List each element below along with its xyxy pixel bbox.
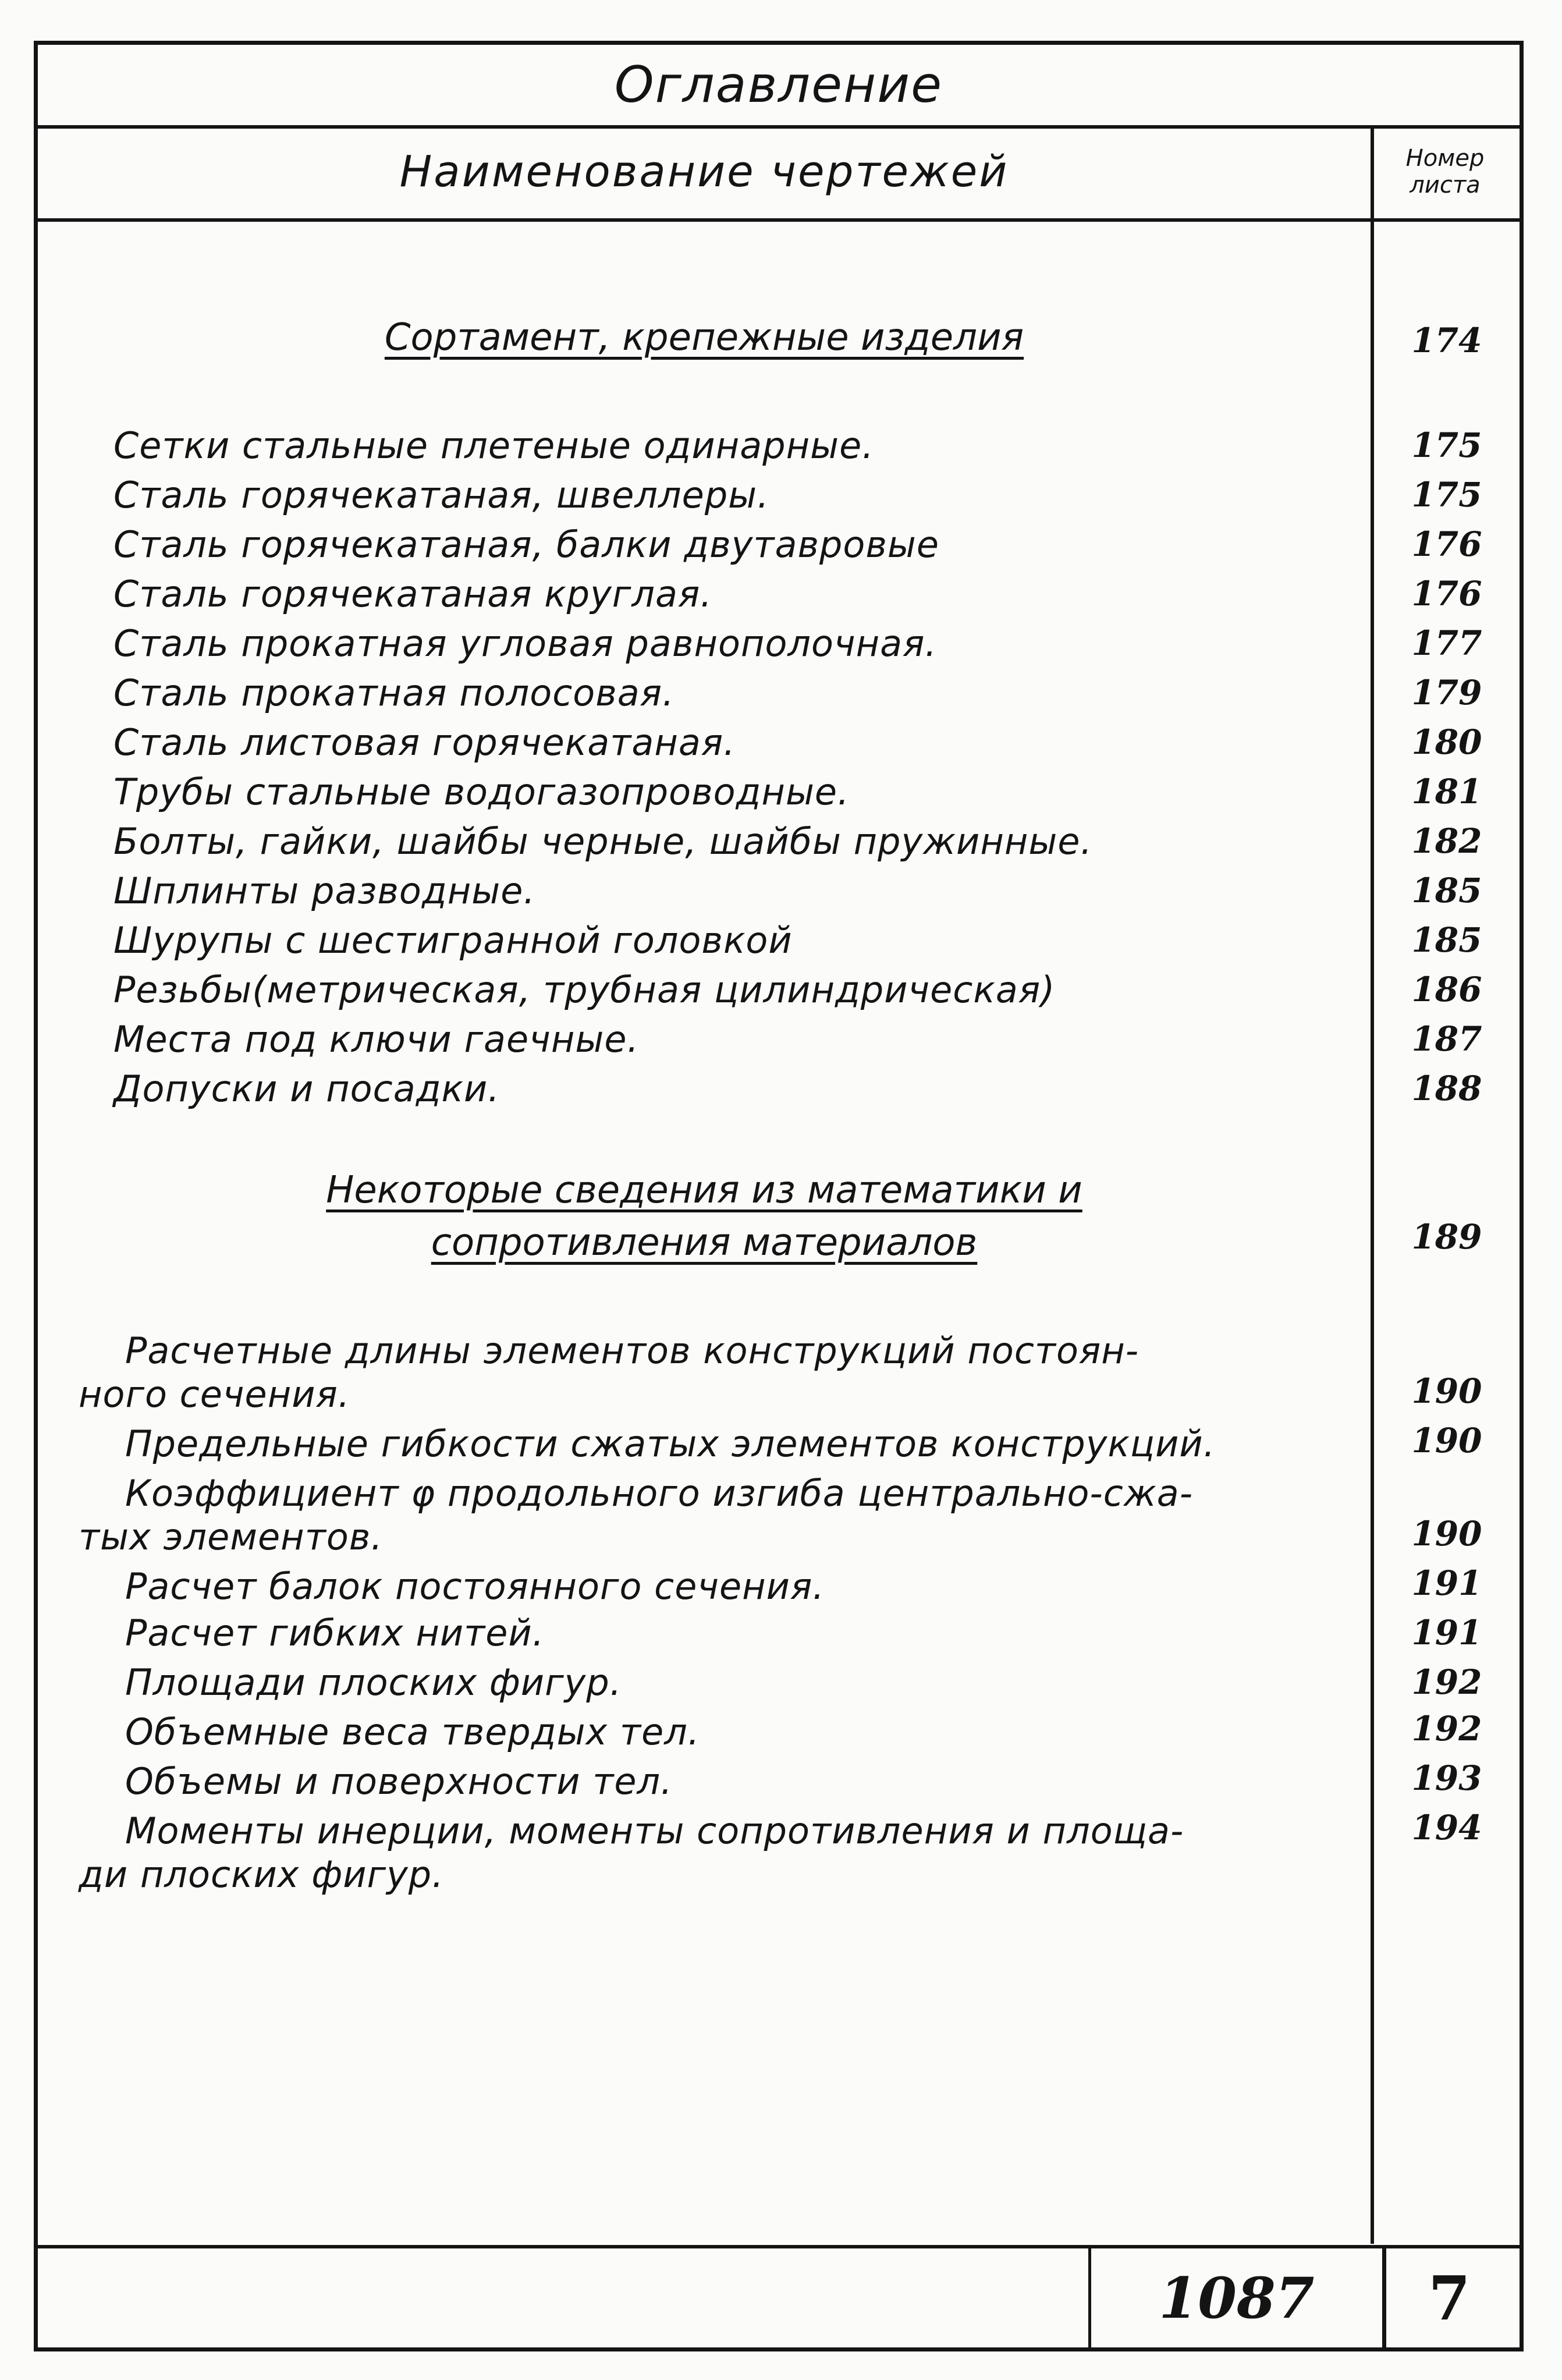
list-item: Сетки стальные плетеные одинарные. <box>113 424 874 467</box>
page-number: 189 <box>1411 1217 1482 1257</box>
list-item: Расчет балок постоянного сечения. <box>125 1565 825 1608</box>
list-item: Сталь горячекатаная круглая. <box>113 573 712 615</box>
list-item: Площади плоских фигур. <box>125 1661 622 1704</box>
page-number: 185 <box>1411 871 1482 910</box>
table-header <box>38 125 1520 222</box>
section-title-assortment: Сортамент, крепежные изделия <box>384 316 1024 359</box>
list-item: Допуски и посадки. <box>113 1067 500 1110</box>
list-item: Сталь прокатная угловая равнополочная. <box>113 622 938 665</box>
page-number: 182 <box>1411 821 1482 861</box>
page-number: 175 <box>1411 425 1482 465</box>
list-item: Сталь листовая горячекатаная. <box>113 721 736 764</box>
list-item: Моменты инерции, моменты сопротивления и площа- <box>125 1810 1184 1852</box>
list-item-continuation: ди плоских фигур. <box>79 1853 444 1896</box>
list-item: Резьбы(метрическая, трубная цилиндрическая) <box>113 969 1056 1011</box>
list-item: Шплинты разводные. <box>113 870 536 912</box>
page-title: Оглавление <box>614 56 943 114</box>
document-number: 1087 <box>1088 2248 1386 2347</box>
list-item: Сталь горячекатаная, балки двутавровые <box>113 523 939 566</box>
list-item: Предельные гибкости сжатых элементов конструкций. <box>125 1423 1216 1465</box>
page-number: 190 <box>1411 1514 1482 1553</box>
list-item: Трубы стальные водогазопроводные. <box>113 771 850 813</box>
page-number: 192 <box>1411 1662 1482 1702</box>
list-item: Места под ключи гаечные. <box>113 1018 640 1060</box>
page-number: 180 <box>1411 722 1482 762</box>
page-number: 181 <box>1411 772 1482 811</box>
list-item: Объемные веса твердых тел. <box>125 1711 700 1753</box>
header-name-column: Наименование чертежей <box>399 147 1009 197</box>
page-number: 187 <box>1411 1019 1482 1059</box>
page-number: 188 <box>1411 1069 1482 1108</box>
page-number: 176 <box>1411 574 1482 613</box>
list-item: Сталь горячекатаная, швеллеры. <box>113 474 769 516</box>
page-number: 191 <box>1411 1563 1482 1603</box>
page-number: 175 <box>1411 475 1482 515</box>
list-item: Объемы и поверхности тел. <box>125 1760 673 1803</box>
section-title-math-line2: сопротивления материалов <box>431 1221 978 1264</box>
page-number: 174 <box>1411 321 1482 360</box>
page-number: 190 <box>1411 1371 1482 1411</box>
list-item: Расчетные длины элементов конструкций постоян- <box>125 1329 1139 1372</box>
page-number: 192 <box>1411 1709 1482 1748</box>
list-item: Шурупы с шестигранной головкой <box>113 919 793 962</box>
header-sheet-number-column: Номер листа <box>1405 145 1485 198</box>
list-item: Болты, гайки, шайбы черные, шайбы пружинные. <box>113 820 1093 863</box>
page-number: 176 <box>1411 524 1482 564</box>
title-row <box>38 45 1520 129</box>
title-block <box>38 2245 1520 2347</box>
list-item-continuation: ного сечения. <box>79 1373 350 1416</box>
sheet-number: 7 <box>1428 2262 1471 2334</box>
list-item-continuation: тых элементов. <box>79 1516 384 1558</box>
page-number: 185 <box>1411 920 1482 960</box>
list-item: Сталь прокатная полосовая. <box>113 672 674 714</box>
page-number: 191 <box>1411 1613 1482 1652</box>
page-number: 193 <box>1411 1758 1482 1798</box>
page-number: 177 <box>1411 623 1482 663</box>
drawing-sheet <box>34 41 1524 2351</box>
page-number: 179 <box>1411 673 1482 712</box>
list-item: Расчет гибких нитей. <box>125 1612 545 1654</box>
page-number: 186 <box>1411 970 1482 1009</box>
page-number: 194 <box>1411 1808 1482 1847</box>
list-item: Коэффициент φ продольного изгиба центрально-сжа- <box>125 1472 1194 1514</box>
section-title-math-line1: Некоторые сведения из математики и <box>326 1169 1082 1212</box>
page-number: 190 <box>1411 1421 1482 1460</box>
